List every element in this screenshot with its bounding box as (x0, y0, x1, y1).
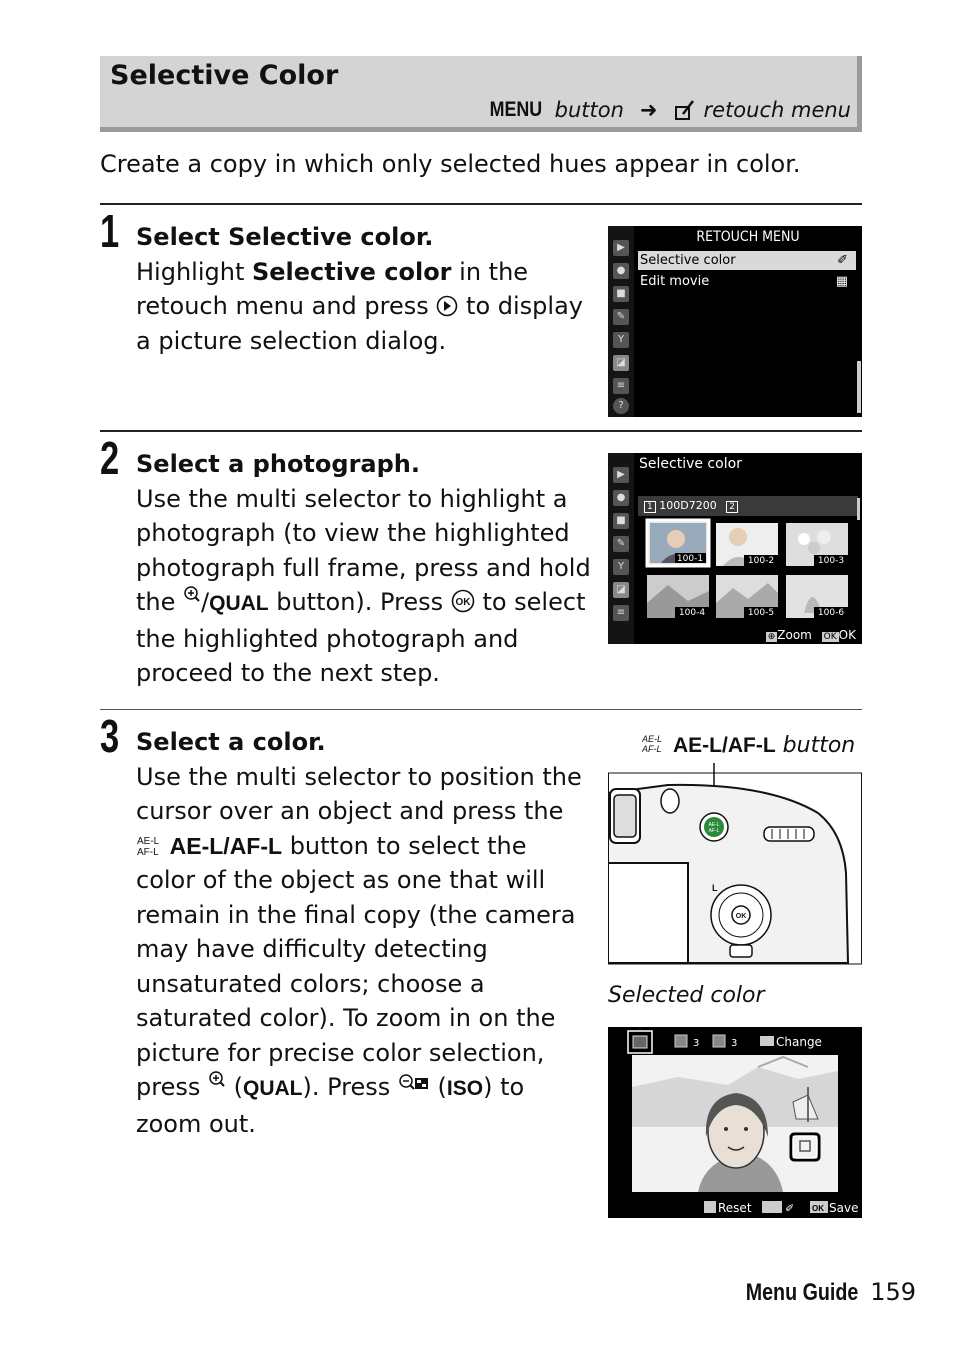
scrollbar[interactable] (857, 498, 860, 520)
svg-text:100-2: 100-2 (747, 556, 775, 566)
svg-text:AF-L: AF-L (642, 744, 662, 754)
svg-text:100-3: 100-3 (817, 556, 845, 566)
step-title: Select a photograph. (136, 450, 420, 478)
screen-title: Selective color (639, 456, 742, 472)
step-title: Select a color. (136, 728, 326, 756)
step-2-text (136, 447, 591, 691)
thumbnail[interactable] (647, 575, 709, 618)
my-menu-icon: ≡ (613, 378, 629, 394)
thumbnail[interactable] (716, 523, 778, 566)
svg-text:3: 3 (693, 1038, 700, 1049)
playback-icon: ▶ (613, 467, 629, 483)
zoom-out-icon (398, 1074, 430, 1096)
screen-footer: ⊕ Zoom OK OK (767, 628, 856, 642)
wrench-icon: Y (613, 559, 629, 575)
step-1-text (136, 220, 591, 358)
svg-text:AF-L: AF-L (708, 828, 720, 834)
pencil-icon: ✎ (613, 536, 629, 552)
multi-selector-right-icon (436, 295, 458, 317)
picture-selection-screen (608, 453, 862, 644)
intro-text: Create a copy in which only selected hues appear in color. (100, 150, 801, 178)
arrow-icon: ➜ (639, 98, 658, 122)
page-title: Selective Color (110, 60, 339, 91)
camera-caption: AE-L AF-L AE-L/AF-L button (642, 733, 856, 758)
menu-item-selective-color[interactable]: Selective color ✐ (638, 251, 856, 270)
ok-button-icon (451, 589, 475, 613)
lcd-monitor (608, 863, 688, 963)
menu-sidebar (608, 226, 634, 417)
camera-back-illustration (608, 763, 862, 965)
svg-text:AE-L: AE-L (708, 822, 720, 828)
trash-icon (704, 1201, 716, 1213)
movie-icon: ■ (613, 513, 629, 529)
ae-l-af-l-icon (642, 733, 666, 755)
svg-text:OK: OK (812, 1204, 824, 1213)
color-select-screen (608, 1027, 862, 1218)
thumbnail[interactable] (786, 575, 848, 618)
thumbnail[interactable] (786, 523, 848, 566)
help-icon: ? (613, 398, 629, 414)
step-number: 1 (100, 205, 120, 257)
retouch-icon (674, 99, 696, 121)
wrench-icon: Y (613, 332, 629, 348)
retouch-menu-screen (608, 226, 862, 417)
menu-path (485, 98, 851, 122)
step-number: 2 (100, 432, 120, 484)
color-slot-3[interactable] (713, 1035, 725, 1047)
section-header (100, 56, 862, 132)
svg-text:Reset: Reset (718, 1201, 752, 1215)
ok-icon: OK (823, 632, 837, 642)
divider (100, 430, 862, 432)
retouch-tab-icon: ◪ (613, 582, 629, 598)
camera-icon: ● (613, 490, 629, 506)
thumbnail[interactable] (716, 575, 778, 618)
svg-text:100-1: 100-1 (676, 554, 704, 564)
divider (100, 709, 862, 710)
menu-key-label: MENU (489, 98, 543, 121)
menu-item-edit-movie[interactable]: Edit movie ▦ (640, 274, 848, 289)
dropper-icon: ✐ (837, 253, 848, 268)
selected-color-caption: Selected color (608, 983, 765, 1008)
svg-text:L: L (712, 883, 718, 893)
step-number: 3 (100, 710, 120, 762)
movie-icon: ■ (613, 286, 629, 302)
step-body: Use the multi selector to position the cursor over an object and press the AE-L AF-L AE-L/AF-L button to select the color of the object as one that will remain in the final copy (the camera may have difficulty detecting unsaturated colors; choose a saturated color). To zoom in on the picture for precise color selection, press (QUAL). Press (ISO) to zoom out. (136, 762, 582, 1138)
svg-text:100-5: 100-5 (747, 608, 775, 618)
svg-text:Change: Change (776, 1035, 822, 1049)
color-slot-2[interactable] (675, 1035, 687, 1047)
playback-icon: ▶ (613, 240, 629, 256)
thumbnail-grid (608, 453, 862, 644)
pencil-icon: ✎ (613, 309, 629, 325)
retouch-tab-icon: ◪ (613, 355, 629, 371)
svg-text:100-4: 100-4 (678, 608, 706, 618)
svg-text:OK: OK (735, 913, 747, 920)
step-title: Select Selective color. (136, 223, 434, 251)
svg-text:Save: Save (829, 1201, 859, 1215)
menu-path-menu: retouch menu (703, 98, 851, 122)
zoom-icon: ⊕ (767, 632, 776, 642)
divider (100, 203, 862, 205)
card-slot-2-icon: 2 (726, 501, 738, 513)
step-3-text (136, 725, 591, 1141)
camera-icon: ● (613, 263, 629, 279)
screen-title: RETOUCH MENU (696, 229, 800, 245)
zoom-in-icon (208, 1071, 226, 1093)
change-icon (760, 1036, 774, 1046)
scrollbar[interactable] (857, 361, 861, 413)
film-edit-icon: ▦ (835, 274, 848, 289)
ae-l-icon (762, 1201, 782, 1213)
thumbnail[interactable] (647, 520, 709, 566)
page-footer (721, 1278, 916, 1307)
svg-text:3: 3 (731, 1038, 738, 1049)
svg-text:100-6: 100-6 (817, 608, 845, 618)
zoom-in-icon (183, 586, 201, 608)
page-number: 159 (870, 1278, 916, 1306)
step-body: Use the multi selector to highlight a photograph (to view the highlighted photograph full frame, press and hold the /QUAL button). Press OK to select the highlighted photograph and proceed to the next step. (136, 484, 591, 687)
ae-l-af-l-icon (136, 834, 162, 858)
svg-text:✐: ✐ (785, 1202, 795, 1215)
step-body: Highlight Selective color in the retouch menu and press to display a picture selection dialog. (136, 257, 583, 355)
section-name: Menu Guide (745, 1279, 859, 1306)
card-slot-1-icon: 1 (644, 501, 656, 513)
svg-text:AE-L: AE-L (137, 835, 160, 847)
folder-name: 100D7200 (659, 499, 717, 512)
svg-text:AF-L: AF-L (137, 846, 159, 858)
menu-path-button: button (554, 98, 624, 122)
svg-text:OK: OK (455, 597, 471, 608)
svg-text:AE-L: AE-L (642, 734, 663, 744)
my-menu-icon: ≡ (613, 605, 629, 621)
